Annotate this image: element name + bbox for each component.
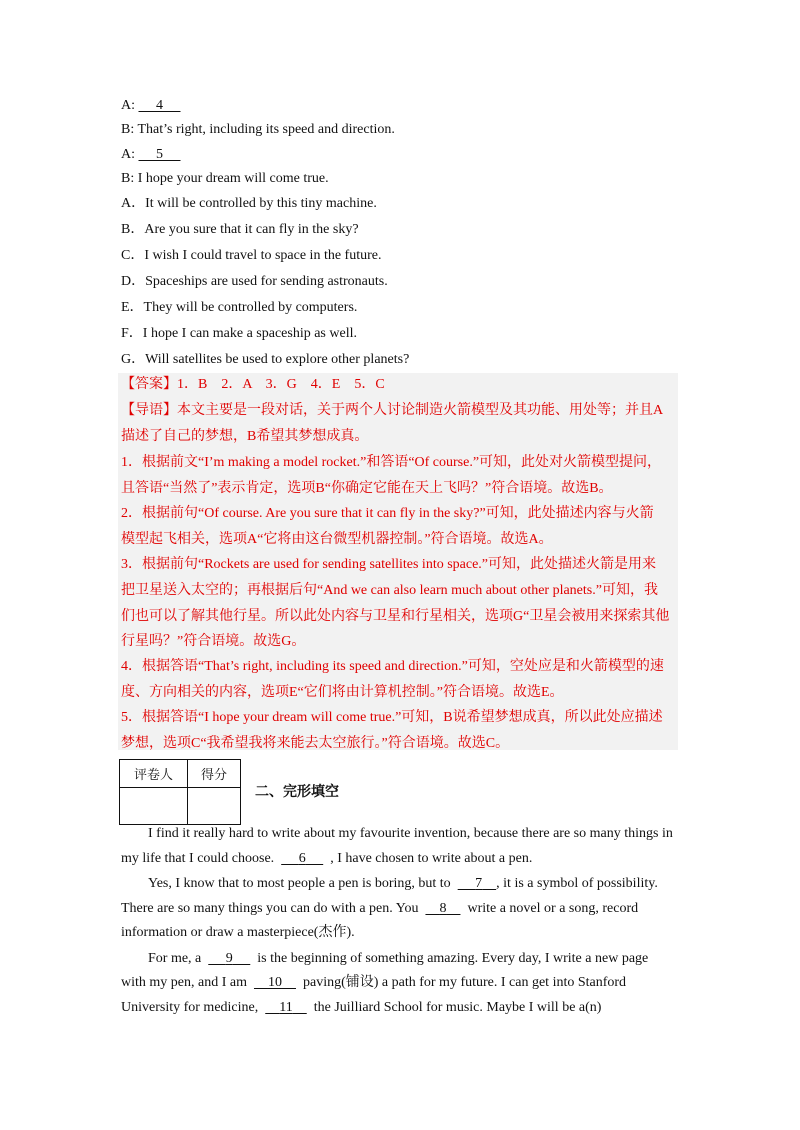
passage-line: University for medicine, 11 the Juilliard School for music. Maybe I will be a(n) bbox=[121, 1000, 602, 1015]
grader-label: 评卷人 bbox=[120, 760, 188, 788]
explanation-line: 们也可以了解其他行星。所以此处内容与卫星和行星相关，选项G“卫星会被用来探索其他 bbox=[121, 609, 670, 624]
explanation-line: 4．根据答语“That’s right, including its speed and direction.”可知，空处应是和火箭模型的速 bbox=[121, 659, 664, 674]
answer-key: 【答案】1．B 2．A 3．G 4．E 5．C bbox=[121, 377, 385, 392]
passage-line: my life that I could choose. 6 , I have chosen to write about a pen. bbox=[121, 851, 533, 866]
dialogue-b4: B: That’s right, including its speed and direction. bbox=[121, 122, 395, 137]
passage-line: There are so many things you can do with a pen. You 8 write a novel or a song, record bbox=[121, 901, 639, 916]
explanation-line: 梦想，选项C“我希望我将来能去太空旅行。”符合语境。故选C。 bbox=[121, 736, 510, 751]
option-e: E．They will be controlled by computers. bbox=[121, 300, 358, 315]
passage-line: information or draw a masterpiece(杰作). bbox=[121, 925, 355, 940]
explanation-line: 模型起飞相关，选项A“它将由这台微型机器控制。”符合语境。故选A。 bbox=[121, 532, 553, 547]
option-g: G．Will satellites be used to explore other planets? bbox=[121, 352, 410, 367]
option-f: F．I hope I can make a spaceship as well. bbox=[121, 326, 357, 341]
option-c: C．I wish I could travel to space in the future. bbox=[121, 248, 382, 263]
blank-5: 5 bbox=[156, 147, 163, 162]
passage-line: I find it really hard to write about my favourite invention, because there are so many things in bbox=[148, 826, 673, 841]
explanation-line: 度、方向相关的内容，选项E“它们将由计算机控制。”符合语境。故选E。 bbox=[121, 685, 564, 700]
explanation-line: 1．根据前文“I’m making a model rocket.”和答语“Of course.”可知，此处对火箭模型提问， bbox=[121, 455, 662, 470]
option-b: B．Are you sure that it can fly in the sky? bbox=[121, 222, 359, 237]
dialogue-b5: B: I hope your dream will come true. bbox=[121, 171, 329, 186]
passage-line: For me, a 9 is the beginning of something amazing. Every day, I write a new page bbox=[148, 951, 649, 966]
explanation-line: 3．根据前句“Rockets are used for sending satellites into space.”可知，此处描述火箭是用来 bbox=[121, 557, 657, 572]
explanation-line: 行星吗？”符合语境。故选G。 bbox=[121, 634, 306, 649]
dialogue-a4: A: 4 bbox=[121, 97, 181, 115]
blank-11: 11 bbox=[279, 1000, 293, 1015]
blank-7: 7 bbox=[475, 876, 483, 891]
guide-line-1: 【导语】本文主要是一段对话，关于两个人讨论制造火箭模型及其功能、用处等；并且A bbox=[121, 403, 664, 418]
grader-cell bbox=[120, 788, 188, 825]
passage-line: Yes, I know that to most people a pen is boring, but to 7 , it is a symbol of possibility. bbox=[148, 876, 658, 891]
blank-8: 8 bbox=[439, 901, 447, 916]
guide-line-2: 描述了自己的梦想，B希望其梦想成真。 bbox=[121, 429, 369, 444]
option-d: D．Spaceships are used for sending astronauts. bbox=[121, 274, 388, 289]
blank-10: 10 bbox=[267, 975, 282, 990]
section-title: 二、完形填空 bbox=[255, 784, 339, 800]
blank-9: 9 bbox=[225, 951, 233, 966]
passage-line: with my pen, and I am 10 paving(铺设) a path for my future. I can get into Stanford bbox=[121, 975, 627, 990]
score-table bbox=[119, 759, 241, 825]
explanation-line: 2．根据前句“Of course. Are you sure that it can fly in the sky?”可知，此处描述内容与火箭 bbox=[121, 506, 654, 521]
score-cell bbox=[188, 788, 241, 825]
option-a: A．It will be controlled by this tiny machine. bbox=[121, 196, 377, 211]
explanation-line: 5．根据答语“I hope your dream will come true.”可知，B说希望梦想成真，所以此处应描述 bbox=[121, 710, 663, 725]
dialogue-a5: A: 5 bbox=[121, 146, 181, 164]
score-label: 得分 bbox=[188, 760, 241, 788]
explanation-line: 把卫星送入太空的；再根据后句“And we can also learn much about other planets.”可知，我 bbox=[121, 583, 658, 598]
blank-4: 4 bbox=[156, 98, 163, 113]
explanation-line: 且答语“当然了”表示肯定，选项B“你确定它能在天上飞吗？”符合语境。故选B。 bbox=[121, 481, 613, 496]
blank-6: 6 bbox=[298, 851, 306, 866]
